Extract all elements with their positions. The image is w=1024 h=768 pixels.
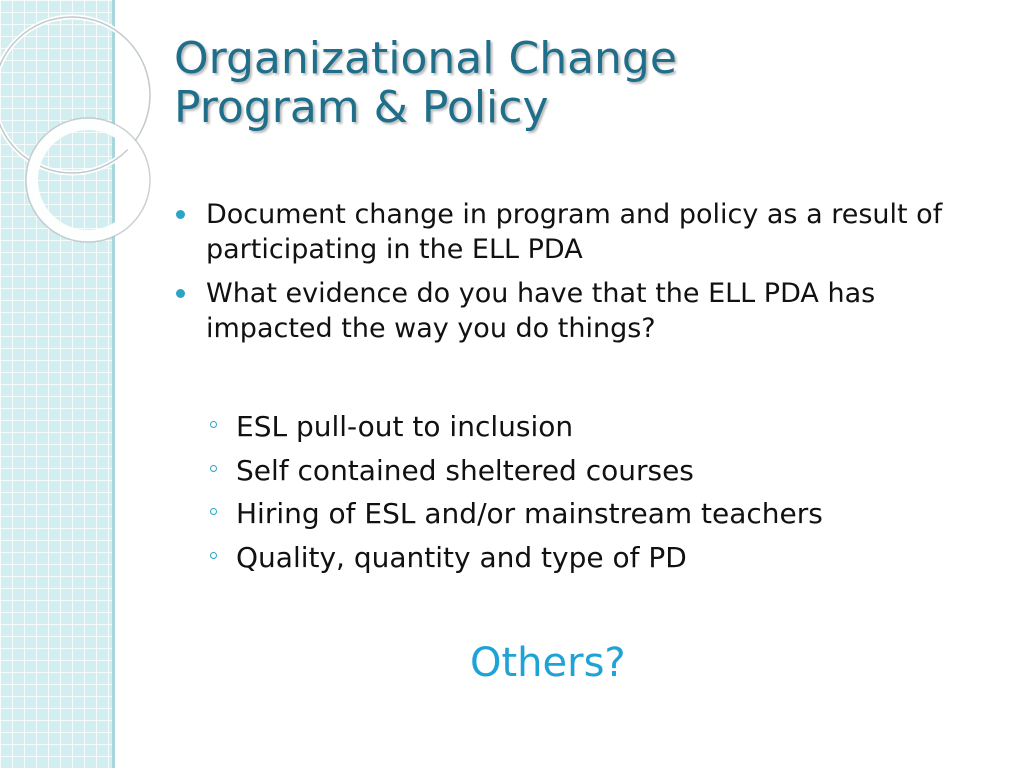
bullet-item <box>174 197 989 267</box>
sub-bullet-item <box>208 536 988 580</box>
inner-ring-shadow <box>26 118 150 242</box>
sub-bullet-item <box>208 492 988 536</box>
ring-bullet-icon <box>210 421 217 428</box>
ring-bullet-icon <box>210 465 217 472</box>
bullet-text: What evidence do you have that the ELL PDA has impacted the way you do things? <box>206 278 876 344</box>
inner-ring-arc <box>32 124 144 236</box>
sub-bullet-item <box>208 449 988 493</box>
outer-ring-shadow <box>0 17 150 173</box>
bullet-text: Document change in program and policy as a result of participating in the ELL PDA <box>206 199 943 265</box>
decorative-rings <box>0 0 200 280</box>
sub-bullet-text: Quality, quantity and type of PD <box>236 540 687 574</box>
bullet-dot-icon <box>176 210 185 219</box>
slide-title <box>174 34 677 133</box>
bullet-item <box>174 276 989 346</box>
bullet-list <box>174 197 989 355</box>
sub-bullet-text: Hiring of ESL and/or mainstream teachers <box>236 497 823 530</box>
title-line-2: Program & Policy <box>174 82 549 134</box>
ring-bullet-icon <box>210 552 217 559</box>
sub-bullet-item <box>208 405 988 449</box>
ring-bullet-icon <box>210 508 217 515</box>
title-line-1: Organizational Change <box>174 33 677 84</box>
sub-bullet-text: Self contained sheltered courses <box>236 453 694 487</box>
sub-bullet-list <box>208 405 988 579</box>
sub-bullet-text: ESL pull-out to inclusion <box>236 410 574 443</box>
closing-question: Others? <box>470 640 626 686</box>
bullet-dot-icon <box>176 289 185 298</box>
